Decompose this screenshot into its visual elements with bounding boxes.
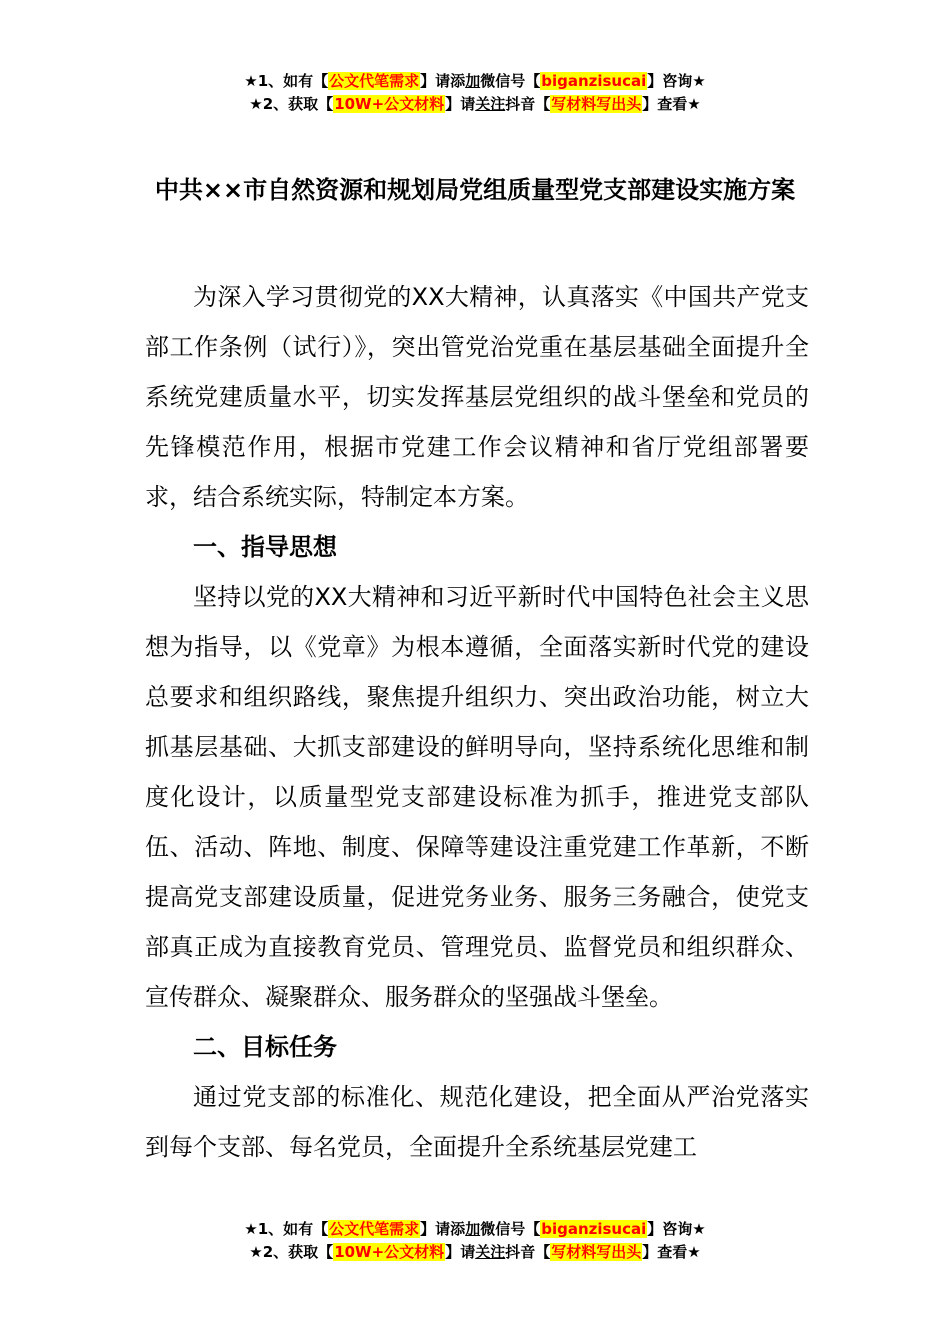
promo-line-1 bbox=[0, 70, 950, 93]
promo-text: 】查看★ bbox=[642, 1243, 701, 1261]
promo-line-1 bbox=[0, 1218, 950, 1241]
promo-highlight-wechat-id: biganzisucai bbox=[541, 1220, 647, 1238]
promo-text: 】请 bbox=[445, 1243, 476, 1261]
promo-highlight-materials: 10W+公文材料 bbox=[334, 1243, 445, 1261]
promo-emphasis: 关注 bbox=[475, 95, 506, 113]
promo-highlight-materials: 10W+公文材料 bbox=[334, 95, 445, 113]
promo-text: ★1、如有【 bbox=[244, 1220, 329, 1238]
promo-emphasis: 加 bbox=[465, 1220, 481, 1238]
goals-tasks-paragraph: 通过党支部的标准化、规范化建设，把全面从严治党落实到每个支部、每名党员，全面提升全系统基层党建工 bbox=[145, 1083, 809, 1161]
intro-paragraph: 为深入学习贯彻党的XX大精神，认真落实《中国共产党支部工作条例（试行）》，突出管党治党重在基层基础全面提升全系统党建质量水平，切实发挥基层党组织的战斗堡垒和党员的先锋模范作用，根据市党建工作会议精神和省厅党组部署要求，结合系统实际，特制定本方案。 bbox=[145, 283, 809, 511]
promo-text: 微信号【 bbox=[480, 1220, 541, 1238]
promo-text: 】请添 bbox=[420, 1220, 466, 1238]
section-heading-guiding-ideology: 一、指导思想 bbox=[193, 533, 337, 561]
document-body bbox=[145, 272, 809, 1172]
promo-text: 】请添 bbox=[420, 72, 466, 90]
promo-highlight-douyin-id: 写材料写出头 bbox=[551, 95, 642, 113]
promo-emphasis: 关注 bbox=[475, 1243, 506, 1261]
promo-text: 】查看★ bbox=[642, 95, 701, 113]
promo-highlight-wechat-id: biganzisucai bbox=[541, 72, 647, 90]
guiding-ideology-paragraph: 坚持以党的XX大精神和习近平新时代中国特色社会主义思想为指导，以《党章》为根本遵循，全面落实新时代党的建设总要求和组织路线，聚焦提升组织力、突出政治功能，树立大抓基层基础、大抓支部建设的鲜明导向，坚持系统化思维和制度化设计，以质量型党支部建设标准为抓手，推进党支部队伍、活动、阵地、制度、保障等建设注重党建工作革新，不断提高党支部建设质量，促进党务业务、服务三务融合，使党支部真正成为直接教育党员、管理党员、监督党员和组织群众、宣传群众、凝聚群众、服务群众的坚强战斗堡垒。 bbox=[145, 583, 809, 1011]
promo-emphasis: 加 bbox=[465, 72, 481, 90]
promo-text: 】请 bbox=[445, 95, 476, 113]
promo-text: ★2、获取【 bbox=[249, 95, 334, 113]
promo-highlight-service: 公文代笔需求 bbox=[329, 1220, 420, 1238]
document-title: 中共××市自然资源和规划局党组质量型党支部建设实施方案 bbox=[154, 176, 796, 205]
promo-text: 】咨询★ bbox=[647, 72, 706, 90]
promo-text: 】咨询★ bbox=[647, 1220, 706, 1238]
promo-highlight-service: 公文代笔需求 bbox=[329, 72, 420, 90]
promo-text: 抖音【 bbox=[505, 95, 551, 113]
promo-banner-top bbox=[0, 70, 950, 116]
promo-line-2 bbox=[0, 1241, 950, 1264]
promo-text: 微信号【 bbox=[480, 72, 541, 90]
promo-text: ★2、获取【 bbox=[249, 1243, 334, 1261]
promo-line-2 bbox=[0, 93, 950, 116]
promo-text: ★1、如有【 bbox=[244, 72, 329, 90]
section-heading-goals-tasks: 二、目标任务 bbox=[193, 1033, 337, 1061]
promo-text: 抖音【 bbox=[505, 1243, 551, 1261]
promo-banner-bottom bbox=[0, 1218, 950, 1264]
promo-highlight-douyin-id: 写材料写出头 bbox=[551, 1243, 642, 1261]
